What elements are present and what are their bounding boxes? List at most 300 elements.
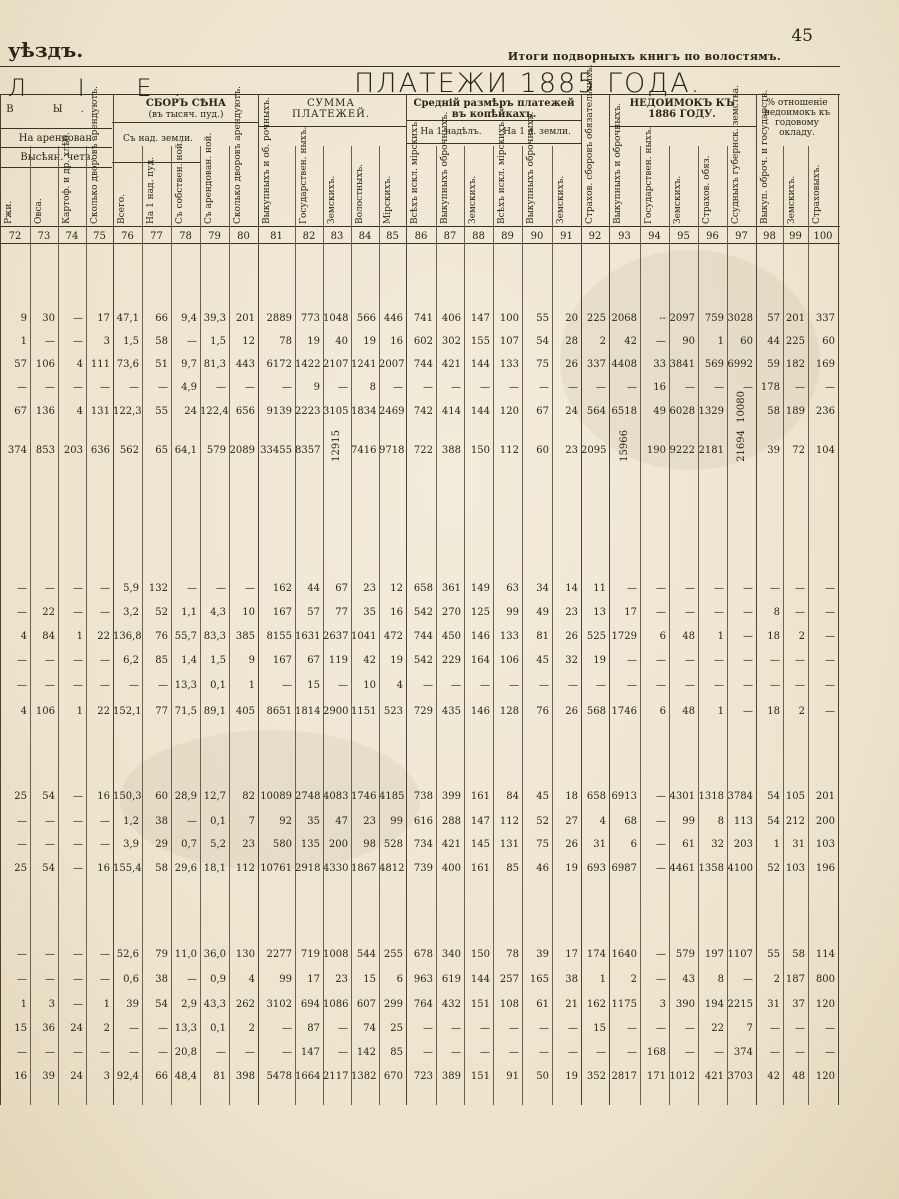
table-cell: 58	[767, 406, 780, 417]
table-cell: 4185	[379, 791, 405, 802]
table-cell: 92	[279, 816, 292, 827]
table-cell: 36,0	[203, 949, 226, 960]
table-cell: —	[245, 583, 255, 594]
table-cell: 52	[767, 863, 780, 874]
table-cell: 107	[499, 336, 519, 347]
table-cell: 90	[682, 336, 695, 347]
table-cell: 15	[593, 1023, 606, 1034]
table-cell: 1422	[295, 359, 321, 370]
table-cell: 87	[307, 1023, 320, 1034]
table-cell: 299	[383, 999, 403, 1010]
table-cell: 1	[76, 631, 83, 642]
column-rule	[669, 146, 670, 1105]
table-cell: 32	[711, 839, 724, 850]
table-cell: 11	[593, 583, 606, 594]
table-cell: —	[423, 680, 433, 691]
table-cell: 6987	[611, 863, 637, 874]
table-cell: 2117	[323, 1071, 349, 1082]
table-cell: 85	[155, 655, 168, 666]
table-cell: —	[714, 655, 724, 666]
table-cell: —	[480, 1023, 490, 1034]
table-cell: 201	[785, 313, 805, 324]
table-cell: 729	[413, 706, 433, 717]
table-cell: —	[17, 839, 27, 850]
table-cell: 54	[155, 999, 168, 1010]
table-cell: 739	[413, 863, 433, 874]
table-cell: 47	[335, 816, 348, 827]
table-cell: 1	[717, 706, 724, 717]
column-number: 75	[93, 231, 106, 242]
table-cell: —	[73, 816, 83, 827]
table-cell: 66	[155, 313, 168, 324]
table-cell: 60	[536, 445, 549, 456]
column-number: 72	[8, 231, 22, 242]
table-cell: 0,1	[210, 1023, 226, 1034]
table-cell: 6	[396, 974, 403, 985]
table-cell: 64,1	[174, 445, 197, 456]
table-cell: 31	[792, 839, 805, 850]
table-cell: 120	[499, 406, 519, 417]
table-cell: —	[656, 655, 666, 666]
table-cell: 236	[815, 406, 835, 417]
table-cell: —	[795, 1023, 805, 1034]
table-cell: —	[45, 336, 55, 347]
column-rule	[552, 146, 553, 1105]
table-cell: 76	[155, 631, 168, 642]
table-cell: 658	[413, 583, 433, 594]
table-cell: 1	[717, 336, 724, 347]
table-cell: 151	[470, 999, 490, 1010]
table-cell: 55	[536, 313, 549, 324]
table-cell: 168	[646, 1047, 666, 1058]
table-cell: —	[451, 1047, 461, 1058]
table-cell: 99	[506, 607, 519, 618]
table-cell: 23	[565, 445, 578, 456]
table-cell: 1048	[323, 313, 349, 324]
column-header: Земскихъ.	[787, 175, 797, 224]
rule-sub	[406, 120, 581, 121]
table-cell: 130	[235, 949, 255, 960]
table-cell: 2	[798, 631, 805, 642]
table-cell: 151	[470, 1071, 490, 1082]
table-cell: 1867	[351, 863, 377, 874]
table-cell: 39	[767, 445, 780, 456]
table-cell: 8	[369, 382, 376, 393]
table-cell: 1631	[295, 631, 321, 642]
table-cell: 38	[565, 974, 578, 985]
column-number: 89	[501, 231, 514, 242]
table-cell: 10089	[260, 791, 292, 802]
table-cell: —	[100, 1047, 110, 1058]
table-cell: —	[539, 1023, 549, 1034]
table-cell: 100	[499, 313, 519, 324]
table-cell: 257	[499, 974, 519, 985]
table-cell: 7	[746, 1023, 753, 1034]
table-cell: —	[187, 583, 197, 594]
table-cell: 17	[624, 607, 637, 618]
table-cell: 35	[307, 816, 320, 827]
table-cell: 23	[363, 816, 376, 827]
column-number: 74	[65, 231, 79, 242]
table-cell: —	[216, 1047, 226, 1058]
table-cell: —	[187, 336, 197, 347]
table-cell: 406	[441, 313, 461, 324]
column-number: 98	[763, 231, 776, 242]
table-cell: 81	[536, 631, 549, 642]
table-cell: 22	[711, 1023, 724, 1034]
table-cell: 43,3	[203, 999, 226, 1010]
table-cell: 65	[155, 445, 168, 456]
table-cell: 2	[798, 706, 805, 717]
table-cell: 200	[328, 839, 348, 850]
column-number: 78	[179, 231, 192, 242]
table-cell: 54	[767, 816, 780, 827]
table-cell: 1,5	[123, 336, 139, 347]
table-cell: 374	[733, 1047, 753, 1058]
table-cell: 26	[565, 839, 578, 850]
column-number: 86	[414, 231, 428, 242]
table-cell: 112	[499, 816, 519, 827]
table-cell: —	[509, 680, 519, 691]
table-cell: —	[338, 1023, 348, 1034]
table-cell: 4	[76, 359, 83, 370]
table-cell: 738	[413, 791, 433, 802]
table-cell: 55	[767, 949, 780, 960]
table-cell: 2	[248, 1023, 255, 1034]
table-cell: —	[480, 680, 490, 691]
table-cell: —	[187, 974, 197, 985]
table-cell: 2817	[611, 1071, 637, 1082]
table-cell: 66	[155, 1071, 168, 1082]
table-cell: 67	[14, 406, 27, 417]
table-cell: —	[423, 382, 433, 393]
table-cell: 125	[470, 607, 490, 618]
table-cell: 853	[35, 445, 55, 456]
table-cell: 6	[659, 631, 666, 642]
table-cell: —	[770, 655, 780, 666]
column-number: 91	[560, 231, 573, 242]
table-cell: —	[685, 382, 695, 393]
table-cell: 201	[235, 313, 255, 324]
table-cell: —	[73, 583, 83, 594]
table-cell: 9	[248, 655, 255, 666]
table-cell: —	[795, 583, 805, 594]
rule-header-bottom	[0, 226, 840, 227]
table-cell: 149	[470, 583, 490, 594]
table-cell: 25	[14, 791, 27, 802]
table-cell: 8357	[295, 445, 321, 456]
table-cell: 374	[7, 445, 27, 456]
table-cell: —	[539, 1047, 549, 1058]
table-cell: —	[685, 607, 695, 618]
table-cell: 60	[822, 336, 835, 347]
table-cell: 569	[704, 359, 724, 370]
table-cell: 19	[363, 336, 376, 347]
group-heading: На 1 д. земли.	[503, 127, 571, 137]
table-cell: 27	[565, 816, 578, 827]
table-cell: —	[539, 680, 549, 691]
table-cell: 178	[760, 382, 780, 393]
table-cell: 212	[785, 816, 805, 827]
table-cell: 11,0	[174, 949, 197, 960]
table-cell: 0,1	[210, 816, 226, 827]
table-cell: 26	[565, 631, 578, 642]
table-cell: 670	[383, 1071, 403, 1082]
table-cell: 190	[646, 445, 666, 456]
table-cell: 1	[20, 336, 27, 347]
table-cell: 6992	[727, 359, 753, 370]
table-cell: 2469	[379, 406, 405, 417]
table-cell: —	[245, 382, 255, 393]
table-cell: 16	[653, 382, 666, 393]
table-cell: 174	[586, 949, 606, 960]
table-cell: —	[73, 839, 83, 850]
table-cell: 1	[20, 999, 27, 1010]
table-cell: —	[100, 949, 110, 960]
table-cell: —	[568, 1047, 578, 1058]
table-cell: 337	[586, 359, 606, 370]
table-cell: 15	[363, 974, 376, 985]
column-header: На 1 над. пуд.	[146, 157, 156, 224]
table-cell: 8	[773, 607, 780, 618]
table-cell: 83,3	[203, 631, 226, 642]
table-cell: 103	[815, 839, 835, 850]
table-cell: 142	[356, 1047, 376, 1058]
table-cell: 963	[413, 974, 433, 985]
table-cell: —	[245, 1047, 255, 1058]
table-cell: 57	[767, 313, 780, 324]
column-rule	[200, 146, 201, 1105]
table-cell: 5478	[266, 1071, 292, 1082]
table-cell: 39	[536, 949, 549, 960]
table-cell: 169	[815, 359, 835, 370]
table-cell: 636	[90, 445, 110, 456]
table-cell: 23	[335, 974, 348, 985]
table-cell: 13	[593, 607, 606, 618]
table-cell: —	[596, 382, 606, 393]
table-cell: 525	[586, 631, 606, 642]
table-cell: 1	[76, 706, 83, 717]
column-header: Овса.	[34, 198, 44, 224]
table-cell: —	[656, 583, 666, 594]
table-cell: 1,1	[181, 607, 197, 618]
table-cell: —	[17, 680, 27, 691]
table-cell: 446	[383, 313, 403, 324]
table-cell: 54	[767, 791, 780, 802]
table-cell: 104	[815, 445, 835, 456]
table-cell: 147	[470, 816, 490, 827]
table-cell: 744	[413, 359, 433, 370]
table-cell: 390	[675, 999, 695, 1010]
table-cell: 73,6	[116, 359, 139, 370]
table-cell: 1,2	[123, 816, 139, 827]
table-cell: 225	[586, 313, 606, 324]
table-cell: 1012	[669, 1071, 695, 1082]
table-cell: 4	[20, 706, 27, 717]
group-heading: На 1 надѣлъ.	[420, 127, 482, 137]
table-cell: 82	[242, 791, 255, 802]
table-cell: —	[45, 839, 55, 850]
table-cell: —	[73, 999, 83, 1010]
table-cell: 389	[441, 1071, 461, 1082]
table-cell: 4083	[323, 791, 349, 802]
table-cell: —	[100, 655, 110, 666]
table-cell: 2,9	[181, 999, 197, 1010]
table-cell: 78	[506, 949, 519, 960]
table-cell: —	[158, 680, 168, 691]
column-header: Ссудныхъ губернск. земства.	[731, 84, 741, 224]
column-number: 80	[237, 231, 250, 242]
table-cell: 2889	[266, 313, 292, 324]
table-cell: —	[627, 1047, 637, 1058]
table-cell: 616	[413, 816, 433, 827]
table-cell: 187	[785, 974, 805, 985]
table-cell: 144	[470, 359, 490, 370]
table-cell: 75	[536, 839, 549, 850]
table-cell: 17	[97, 313, 110, 324]
table-cell: —	[216, 583, 226, 594]
table-cell: 46	[536, 863, 549, 874]
table-cell: —	[656, 949, 666, 960]
table-cell: 542	[413, 655, 433, 666]
table-cell: 1746	[351, 791, 377, 802]
table-cell: 678	[413, 949, 433, 960]
table-cell: 48	[682, 706, 695, 717]
rule-sub	[258, 126, 406, 127]
table-cell: 52	[536, 816, 549, 827]
table-cell: 52	[155, 607, 168, 618]
table-cell: 1814	[295, 706, 321, 717]
table-cell: 38	[155, 974, 168, 985]
table-cell: 4	[20, 631, 27, 642]
column-number: 97	[735, 231, 748, 242]
table-cell: 6172	[266, 359, 292, 370]
column-number: 95	[677, 231, 690, 242]
table-cell: 182	[785, 359, 805, 370]
table-cell: 98	[363, 839, 376, 850]
table-cell: 29,6	[174, 863, 197, 874]
table-cell: —	[17, 1047, 27, 1058]
table-cell: 1382	[351, 1071, 377, 1082]
table-cell: —	[714, 607, 724, 618]
table-cell: 84	[506, 791, 519, 802]
column-number: 81	[270, 231, 283, 242]
table-cell: 33	[653, 359, 666, 370]
table-cell: 421	[441, 359, 461, 370]
table-cell: 37	[792, 999, 805, 1010]
table-cell: 1151	[351, 706, 377, 717]
table-cell: 9	[313, 382, 320, 393]
table-cell: 58	[792, 949, 805, 960]
table-cell: —	[100, 607, 110, 618]
table-cell: —	[480, 1047, 490, 1058]
table-cell: —	[451, 680, 461, 691]
table-cell: 122,4	[200, 406, 229, 417]
table-cell: —	[100, 382, 110, 393]
column-number: 79	[208, 231, 221, 242]
table-cell: 19	[565, 1071, 578, 1082]
table-cell: 602	[413, 336, 433, 347]
table-cell: 60	[155, 791, 168, 802]
table-cell: 58	[155, 336, 168, 347]
table-cell: 63	[506, 583, 519, 594]
table-cell: 3703	[727, 1071, 753, 1082]
table-cell: 1318	[698, 791, 724, 802]
table-cell: —	[825, 631, 835, 642]
table-cell: 10	[242, 607, 255, 618]
table-cell: 48	[682, 631, 695, 642]
column-rule	[295, 146, 296, 1105]
table-cell: —	[685, 1023, 695, 1034]
table-cell: 201	[815, 791, 835, 802]
table-cell: —	[17, 816, 27, 827]
column-number: 73	[37, 231, 51, 242]
table-cell: 742	[413, 406, 433, 417]
table-cell: 9222	[669, 445, 695, 456]
table-cell: 79	[155, 949, 168, 960]
table-cell: 120	[815, 999, 835, 1010]
table-cell: 723	[413, 1071, 433, 1082]
table-cell: —	[568, 680, 578, 691]
table-cell: 44	[767, 336, 780, 347]
rule-top	[0, 66, 840, 67]
table-cell: 564	[586, 406, 606, 417]
table-cell: 2097	[669, 313, 695, 324]
table-cell: 2223	[295, 406, 321, 417]
table-cell: —	[743, 974, 753, 985]
table-cell: —	[825, 382, 835, 393]
table-cell: 22	[97, 631, 110, 642]
table-cell: 133	[499, 631, 519, 642]
table-cell: —	[825, 706, 835, 717]
table-cell: 2215	[727, 999, 753, 1010]
table-cell: 54	[536, 336, 549, 347]
column-rule	[142, 146, 143, 1105]
table-cell: 18	[565, 791, 578, 802]
table-cell: 421	[441, 839, 461, 850]
table-cell: —	[45, 655, 55, 666]
table-cell: 337	[815, 313, 835, 324]
table-cell: 1,4	[181, 655, 197, 666]
table-cell: 59	[767, 359, 780, 370]
table-cell: 39	[42, 1071, 55, 1082]
table-cell: 270	[441, 607, 461, 618]
table-cell: —	[770, 583, 780, 594]
table-cell: 48	[792, 1071, 805, 1082]
table-cell: 9,7	[181, 359, 197, 370]
table-cell: 229	[441, 655, 461, 666]
table-cell: 3	[48, 999, 55, 1010]
column-header: Сколько дворовъ арендуютъ.	[233, 85, 243, 224]
table-cell: --	[659, 313, 666, 324]
table-cell: 150	[470, 949, 490, 960]
table-cell: 162	[272, 583, 292, 594]
column-rule	[522, 146, 523, 1105]
table-cell: 194	[704, 999, 724, 1010]
table-cell: 225	[785, 336, 805, 347]
table-cell: —	[129, 680, 139, 691]
table-cell: 112	[235, 863, 255, 874]
rule-colnums	[0, 243, 840, 244]
table-cell: 24	[70, 1071, 83, 1082]
table-cell: 1	[248, 680, 255, 691]
table-cell: 17	[565, 949, 578, 960]
column-number: 93	[618, 231, 631, 242]
table-cell: 1729	[611, 631, 637, 642]
table-cell: —	[656, 839, 666, 850]
column-rule	[493, 146, 494, 1105]
table-cell: 6913	[611, 791, 637, 802]
